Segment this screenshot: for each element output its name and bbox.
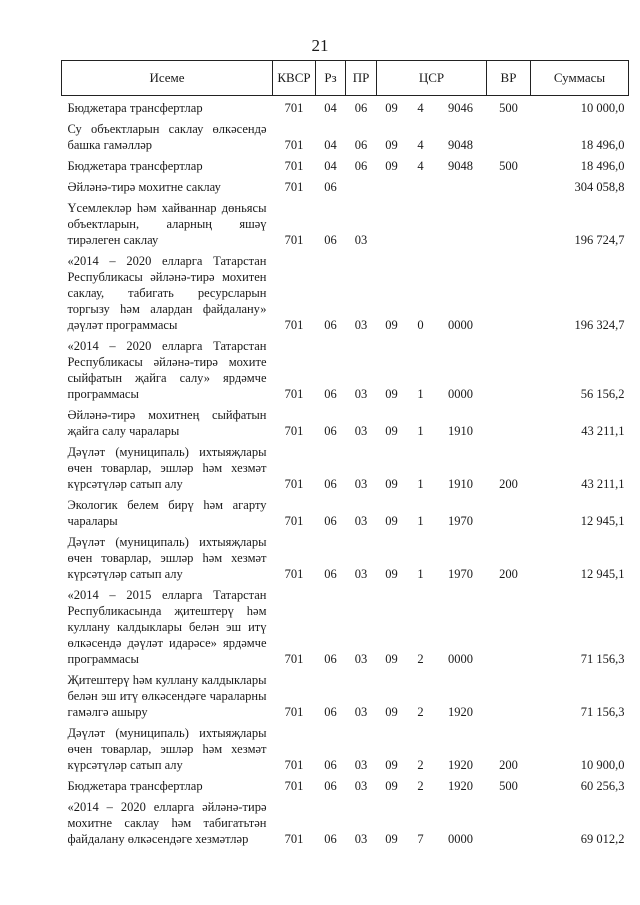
row-csr-code: 1970 xyxy=(448,514,473,528)
row-rz: 06 xyxy=(324,180,337,194)
row-name: Бюджетара трансфертлар xyxy=(67,101,203,115)
row-csr-subprogram: 2 xyxy=(417,652,424,666)
row-rz: 06 xyxy=(324,514,337,528)
row-kvsr: 701 xyxy=(284,567,304,581)
table-row xyxy=(62,774,629,795)
row-vr: 500 xyxy=(499,101,518,115)
row-pr: 03 xyxy=(354,387,368,401)
row-vr: 500 xyxy=(499,779,518,793)
header-sum: Суммасы xyxy=(531,61,629,96)
row-rz: 06 xyxy=(324,477,337,491)
row-kvsr: 701 xyxy=(284,779,304,793)
row-csr-code: 9046 xyxy=(448,101,473,115)
row-pr: 03 xyxy=(354,758,368,772)
table-row xyxy=(62,334,629,403)
row-csr-subprogram: 2 xyxy=(417,705,424,719)
row-pr: 06 xyxy=(354,101,368,115)
row-name: «2014 – 2015 елларга Татарстан Республикасында җитештерү һәм куллану калдыклары белән эш итү өлкәсендә дәүләт идарәсе» ярдәмче программасы xyxy=(67,588,267,666)
row-sum: 60 256,3 xyxy=(580,779,625,793)
row-kvsr: 701 xyxy=(284,477,304,491)
header-csr: ЦСР xyxy=(377,61,487,96)
row-csr-subprogram: 0 xyxy=(417,318,424,332)
row-kvsr: 701 xyxy=(284,652,304,666)
row-pr: 03 xyxy=(354,779,368,793)
row-rz: 06 xyxy=(324,832,337,846)
row-csr-program: 09 xyxy=(385,514,398,528)
row-csr-program: 09 xyxy=(385,832,398,846)
row-name: Дәүләт (муниципаль) ихтыяҗлары өчен товарлар, эшләр һәм хезмәт күрсәтүләр сатып алу xyxy=(67,445,267,491)
row-sum: 196 324,7 xyxy=(574,318,625,332)
header-rz: Рз xyxy=(316,61,346,96)
row-rz: 06 xyxy=(324,424,337,438)
row-csr-code: 0000 xyxy=(448,387,473,401)
row-pr: 03 xyxy=(354,477,368,491)
row-csr-program: 09 xyxy=(385,567,398,581)
row-csr-program: 09 xyxy=(385,758,398,772)
row-name: Дәүләт (муниципаль) ихтыяҗлары өчен товарлар, эшләр һәм хезмәт күрсәтүләр сатып алу xyxy=(67,535,267,581)
row-csr-code xyxy=(435,196,487,249)
row-csr-code: 0000 xyxy=(448,832,473,846)
row-rz: 06 xyxy=(324,233,337,247)
row-csr-code: 1920 xyxy=(448,758,473,772)
table-row xyxy=(62,440,629,493)
row-rz: 06 xyxy=(324,652,337,666)
row-rz: 06 xyxy=(324,387,337,401)
row-pr: 06 xyxy=(354,138,368,152)
row-rz: 04 xyxy=(324,159,337,173)
table-row xyxy=(62,583,629,668)
row-csr-subprogram: 1 xyxy=(417,477,424,491)
table-row xyxy=(62,721,629,774)
row-csr-subprogram: 2 xyxy=(417,758,424,772)
row-pr: 03 xyxy=(354,233,368,247)
row-csr-subprogram: 1 xyxy=(417,387,424,401)
table-row xyxy=(62,117,629,154)
row-rz: 06 xyxy=(324,318,337,332)
table-row xyxy=(62,403,629,440)
row-vr xyxy=(487,175,531,196)
row-csr-program xyxy=(377,196,407,249)
row-sum: 71 156,3 xyxy=(580,705,625,719)
row-name: Экологик белем бирү һәм агарту чаралары xyxy=(67,498,267,528)
row-csr-code xyxy=(435,175,487,196)
row-rz: 04 xyxy=(324,101,337,115)
row-sum: 304 058,8 xyxy=(574,180,625,194)
header-vr: ВР xyxy=(487,61,531,96)
row-pr xyxy=(346,175,377,196)
row-kvsr: 701 xyxy=(284,758,304,772)
table-row xyxy=(62,96,629,118)
row-sum: 10 900,0 xyxy=(580,758,625,772)
row-pr: 03 xyxy=(354,424,368,438)
row-kvsr: 701 xyxy=(284,101,304,115)
row-kvsr: 701 xyxy=(284,705,304,719)
row-pr: 03 xyxy=(354,318,368,332)
row-rz: 06 xyxy=(324,705,337,719)
row-sum: 10 000,0 xyxy=(580,101,625,115)
row-rz: 06 xyxy=(324,567,337,581)
row-csr-subprogram: 1 xyxy=(417,567,424,581)
row-csr-program xyxy=(377,175,407,196)
row-sum: 18 496,0 xyxy=(580,159,625,173)
row-csr-subprogram: 4 xyxy=(417,138,424,152)
row-csr-code: 0000 xyxy=(448,652,473,666)
row-sum: 12 945,1 xyxy=(580,567,625,581)
row-csr-code: 1920 xyxy=(448,779,473,793)
row-kvsr: 701 xyxy=(284,159,304,173)
row-csr-program: 09 xyxy=(385,705,398,719)
row-kvsr: 701 xyxy=(284,424,304,438)
row-pr: 03 xyxy=(354,705,368,719)
row-vr xyxy=(487,403,531,440)
row-csr-program: 09 xyxy=(385,387,398,401)
row-csr-program: 09 xyxy=(385,159,398,173)
row-vr: 200 xyxy=(499,758,518,772)
row-vr xyxy=(487,117,531,154)
row-csr-program: 09 xyxy=(385,779,398,793)
row-rz: 04 xyxy=(324,138,337,152)
table-row xyxy=(62,175,629,196)
row-kvsr: 701 xyxy=(284,832,304,846)
row-vr xyxy=(487,493,531,530)
row-csr-subprogram: 2 xyxy=(417,779,424,793)
row-vr xyxy=(487,668,531,721)
row-vr xyxy=(487,334,531,403)
row-csr-subprogram: 7 xyxy=(417,832,424,846)
row-name: Дәүләт (муниципаль) ихтыяҗлары өчен товарлар, эшләр һәм хезмәт күрсәтүләр сатып алу xyxy=(67,726,267,772)
row-name: Җитештерү һәм куллану калдыклары белән эш итү өлкәсендәге чараларны гамәлгә ашыру xyxy=(67,673,267,719)
row-pr: 03 xyxy=(354,832,368,846)
row-name: Әйләнә-тирә мохитне саклау xyxy=(67,180,221,194)
row-vr xyxy=(487,249,531,334)
row-name: Су объектларын саклау өлкәсендә башка гамәлләр xyxy=(67,122,267,152)
row-vr xyxy=(487,795,531,848)
row-csr-program: 09 xyxy=(385,101,398,115)
row-csr-program: 09 xyxy=(385,318,398,332)
row-csr-program: 09 xyxy=(385,424,398,438)
row-csr-subprogram: 1 xyxy=(417,424,424,438)
row-sum: 196 724,7 xyxy=(574,233,625,247)
table-row xyxy=(62,530,629,583)
row-pr: 03 xyxy=(354,652,368,666)
table-row xyxy=(62,196,629,249)
row-csr-subprogram: 4 xyxy=(417,101,424,115)
table-row xyxy=(62,249,629,334)
row-kvsr: 701 xyxy=(284,138,304,152)
row-sum: 71 156,3 xyxy=(580,652,625,666)
row-csr-code: 1910 xyxy=(448,424,473,438)
row-csr-subprogram xyxy=(407,196,435,249)
row-pr: 03 xyxy=(354,514,368,528)
row-sum: 18 496,0 xyxy=(580,138,625,152)
row-rz: 06 xyxy=(324,758,337,772)
row-sum: 69 012,2 xyxy=(580,832,625,846)
row-name: «2014 – 2020 елларга Татарстан Республикасы әйләнә-тирә мохите сыйфатын җайга салу» ярдәмче программасы xyxy=(67,339,267,401)
row-rz: 06 xyxy=(324,779,337,793)
row-vr xyxy=(487,583,531,668)
row-kvsr: 701 xyxy=(284,180,304,194)
row-csr-program: 09 xyxy=(385,138,398,152)
row-kvsr: 701 xyxy=(284,514,304,528)
table-row xyxy=(62,493,629,530)
row-kvsr: 701 xyxy=(284,233,304,247)
row-name: Бюджетара трансфертлар xyxy=(67,159,203,173)
row-csr-code: 0000 xyxy=(448,318,473,332)
row-name: Үсемлекләр һәм хайваннар дөньясы объектларын, аларның яшәү тирәлеген саклау xyxy=(67,201,267,247)
header-name: Исеме xyxy=(62,61,273,96)
row-pr: 03 xyxy=(354,567,368,581)
row-name: «2014 – 2020 елларга Татарстан Республикасы әйләнә-тирә мохитен саклау, табигать ресурсларын торгызу һәм алардан файдалану» дәүләт программасы xyxy=(67,254,267,332)
row-csr-code: 1910 xyxy=(448,477,473,491)
row-pr: 06 xyxy=(354,159,368,173)
row-csr-subprogram: 1 xyxy=(417,514,424,528)
row-csr-subprogram xyxy=(407,175,435,196)
row-csr-code: 1970 xyxy=(448,567,473,581)
row-sum: 12 945,1 xyxy=(580,514,625,528)
budget-table xyxy=(61,60,629,848)
table-row xyxy=(62,668,629,721)
table-row xyxy=(62,795,629,848)
row-vr xyxy=(487,196,531,249)
row-vr: 200 xyxy=(499,477,518,491)
row-kvsr: 701 xyxy=(284,318,304,332)
row-name: «2014 – 2020 елларга әйләнә-тирә мохитне саклау һәм табигатьтән файдалану өлкәсендәге хезмәтләр xyxy=(67,800,267,846)
row-vr: 200 xyxy=(499,567,518,581)
row-csr-program: 09 xyxy=(385,652,398,666)
header-kvsr: КВСР xyxy=(273,61,316,96)
row-csr-code: 9048 xyxy=(448,159,473,173)
row-kvsr: 701 xyxy=(284,387,304,401)
row-vr: 500 xyxy=(499,159,518,173)
row-csr-code: 1920 xyxy=(448,705,473,719)
page-number: 21 xyxy=(311,36,329,55)
row-csr-code: 9048 xyxy=(448,138,473,152)
row-csr-subprogram: 4 xyxy=(417,159,424,173)
table-header-row xyxy=(62,61,629,96)
row-name: Бюджетара трансфертлар xyxy=(67,779,203,793)
row-name: Әйләнә-тирә мохитнең сыйфатын җайга салу чаралары xyxy=(67,408,267,438)
row-sum: 43 211,1 xyxy=(581,477,625,491)
row-csr-program: 09 xyxy=(385,477,398,491)
row-sum: 56 156,2 xyxy=(580,387,625,401)
header-pr: ПР xyxy=(346,61,377,96)
row-sum: 43 211,1 xyxy=(581,424,625,438)
table-row xyxy=(62,154,629,175)
